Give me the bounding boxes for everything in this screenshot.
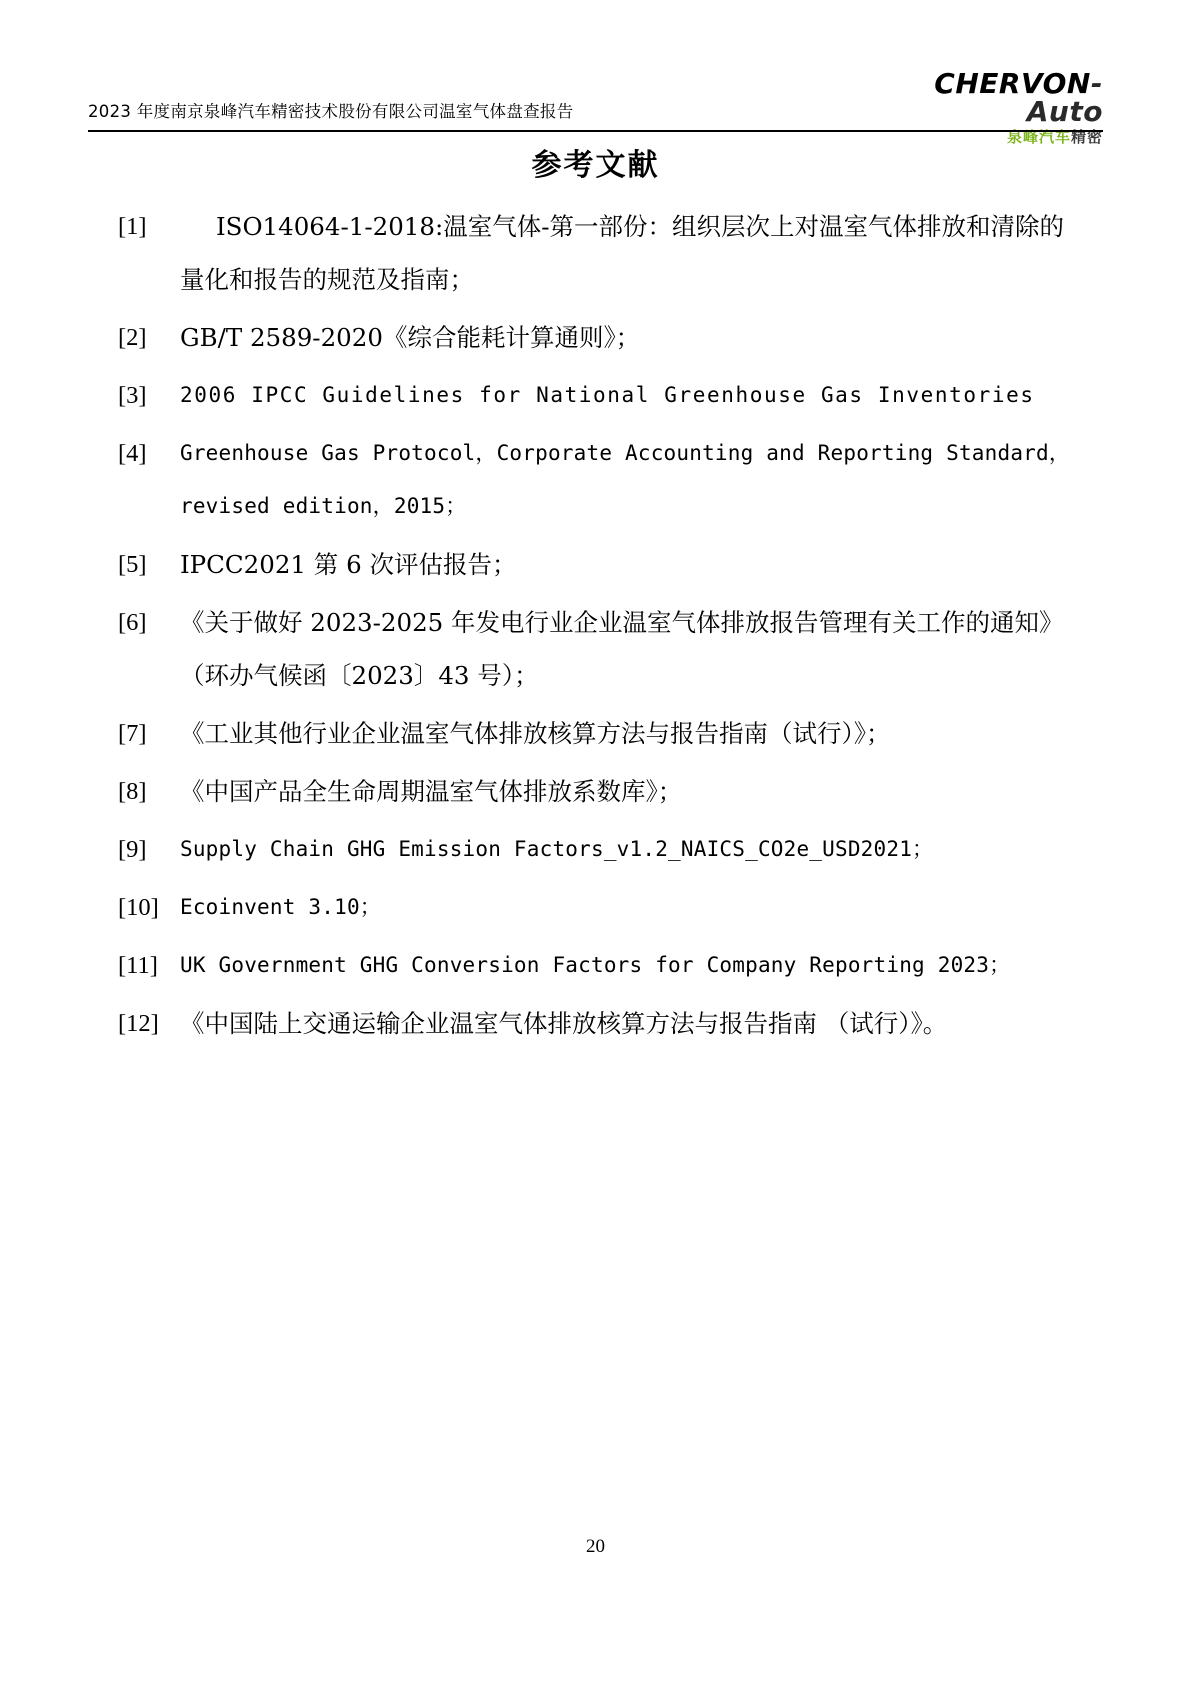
reference-number: [11] bbox=[118, 952, 158, 979]
reference-number: [4] bbox=[118, 440, 147, 467]
page-title: 参考文献 bbox=[531, 148, 660, 183]
reference-text: 2006 IPCC Guidelines for National Greenhouse Gas Inventories bbox=[180, 383, 1035, 407]
logo-wordmark-left: CHERVON bbox=[934, 67, 1091, 100]
reference-number: [6] bbox=[118, 609, 147, 636]
reference-number: [10] bbox=[118, 894, 159, 921]
reference-text: Supply Chain GHG Emission Factors_v1.2_NAICS_CO2e_USD2021； bbox=[180, 837, 934, 861]
reference-item bbox=[118, 427, 1078, 533]
reference-item bbox=[118, 823, 1078, 876]
reference-text: UK Government GHG Conversion Factors for Company Reporting 2023； bbox=[180, 953, 1011, 977]
header-divider bbox=[88, 130, 1103, 132]
reference-list bbox=[118, 200, 1078, 1055]
page-number: 20 bbox=[586, 1536, 605, 1557]
reference-item bbox=[118, 939, 1078, 992]
reference-text: Greenhouse Gas Protocol，Corporate Accounting and Reporting Standard，revised edition，2015； bbox=[180, 441, 1071, 518]
reference-text: Ecoinvent 3.10； bbox=[180, 895, 382, 919]
reference-text: ISO14064-1-2018:温室气体-第一部份：组织层次上对温室气体排放和清除的量化和报告的规范及指南； bbox=[180, 212, 1065, 294]
reference-item bbox=[118, 200, 1078, 306]
reference-number: [7] bbox=[118, 720, 147, 747]
company-logo bbox=[885, 67, 1103, 146]
logo-subtext-right: 精密 bbox=[1070, 128, 1103, 146]
reference-item bbox=[118, 707, 1078, 760]
reference-number: [8] bbox=[118, 778, 147, 805]
logo-wordmark-right: -Auto bbox=[1026, 67, 1103, 128]
reference-text: 《工业其他行业企业温室气体排放核算方法与报告指南（试行）》； bbox=[180, 719, 891, 748]
reference-number: [2] bbox=[118, 324, 147, 351]
reference-number: [5] bbox=[118, 551, 147, 578]
reference-text: 《关于做好 2023-2025 年发电行业企业温室气体排放报告管理有关工作的通知》（环办气候函〔2023〕43 号）； bbox=[180, 608, 1064, 690]
reference-text: 《中国产品全生命周期温室气体排放系数库》； bbox=[180, 777, 683, 806]
reference-item bbox=[118, 596, 1078, 702]
reference-item bbox=[118, 765, 1078, 818]
logo-wordmark bbox=[885, 67, 1103, 128]
running-title: 2023 年度南京泉峰汽车精密技术股份有限公司温室气体盘查报告 bbox=[88, 102, 574, 121]
reference-number: [1] bbox=[118, 213, 147, 240]
reference-text: 《中国陆上交通运输企业温室气体排放核算方法与报告指南 （试行）》。 bbox=[180, 1009, 948, 1038]
reference-item bbox=[118, 369, 1078, 422]
reference-number: [9] bbox=[118, 836, 147, 863]
reference-text: GB/T 2589-2020《综合能耗计算通则》； bbox=[180, 323, 641, 352]
reference-item bbox=[118, 881, 1078, 934]
reference-text: IPCC2021 第 6 次评估报告； bbox=[180, 550, 517, 579]
page-header bbox=[88, 67, 1103, 146]
reference-item bbox=[118, 538, 1078, 591]
reference-number: [3] bbox=[118, 382, 147, 409]
reference-item bbox=[118, 997, 1078, 1050]
reference-number: [12] bbox=[118, 1010, 159, 1037]
logo-subtext-left: 泉峰汽车 bbox=[1006, 128, 1071, 146]
reference-item bbox=[118, 311, 1078, 364]
